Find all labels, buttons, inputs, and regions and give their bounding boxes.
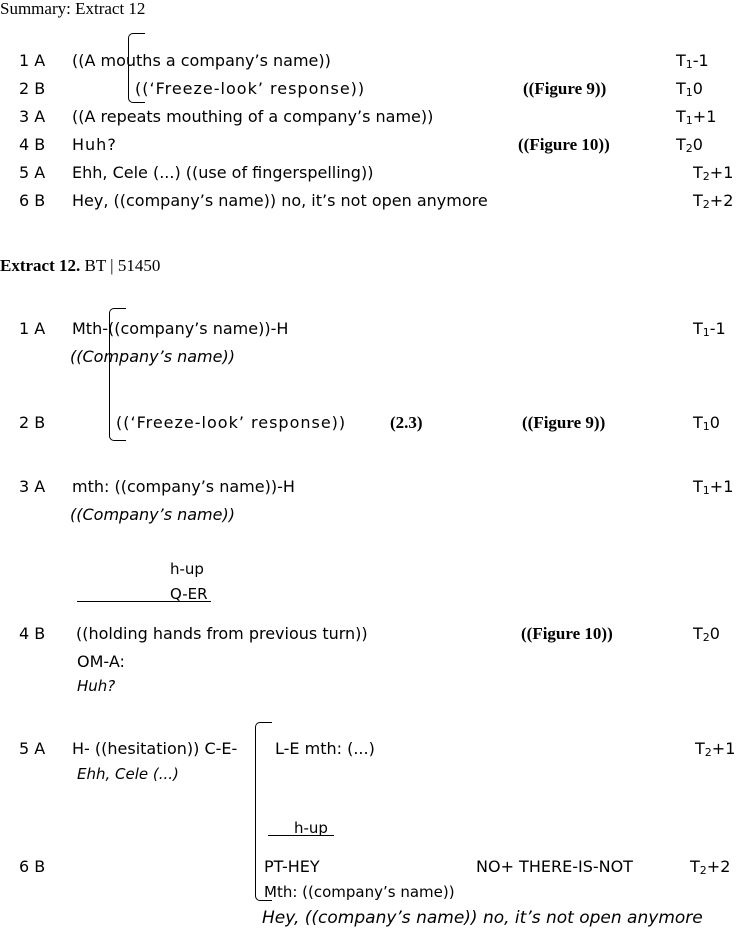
nonmanual-marker: h-up [294,819,328,837]
nonmanual-marker: h-up [170,560,204,578]
gloss-line: ((‘Freeze-look’ response)) [116,413,347,432]
turn-label: T10 [693,413,720,433]
translation-line: Huh? [77,677,116,695]
gloss-line: NO+ THERE-IS-NOT [476,857,633,876]
gloss-line: ((holding hands from previous turn)) [76,624,368,643]
figure-reference: ((Figure 9)) [522,413,606,432]
nonmanual-scope-line [77,601,211,602]
turn-label: T10 [676,79,703,99]
summary-line-text: ((‘Freeze-look’ response)) [135,79,366,98]
translation-line: Hey, ((company’s name)) no, it’s not open anymore [262,908,703,928]
turn-label: T2+2 [690,857,731,877]
extract-line-number: 4 B [19,624,46,643]
turn-label: T2+1 [693,163,734,183]
mouthing-line: Mth: ((company’s name)) [264,883,455,901]
translation-line: ((Company’s name)) [70,347,235,366]
extract-label: Extract 12. BT | 51450 [0,256,161,275]
turn-label: T1+1 [693,477,734,497]
gloss-line: PT-HEY [264,857,320,876]
summary-line-number: 2 B [19,79,46,98]
summary-line-text: ((A repeats mouthing of a company’s name)) [72,107,434,126]
extract-line-number: 6 B [19,857,46,876]
summary-line-text: Huh? [72,135,117,154]
figure-reference: ((Figure 10)) [521,624,613,643]
figure-reference: ((Figure 9)) [523,79,607,98]
pause-duration: (2.3) [390,413,423,432]
nonmanual-marker: Q-ER [170,585,208,603]
turn-label: T20 [693,624,720,644]
summary-line-number: 6 B [19,191,46,210]
turn-label: T2+1 [695,739,736,759]
turn-label: T1-1 [676,51,709,71]
summary-line-number: 1 A [19,51,46,70]
summary-line-text: ((A mouths a company’s name)) [72,51,331,70]
translation-line: Ehh, Cele (...) [77,765,179,783]
summary-line-text: Hey, ((company’s name)) no, it’s not open anymore [72,191,488,210]
gloss-line: H- ((hesitation)) C-E- [72,739,238,758]
gloss-line: Mth-((company’s name))-H [72,319,289,338]
gloss-line: mth: ((company’s name))-H [72,477,295,496]
extract-line-number: 5 A [19,739,46,758]
translation-line: ((Company’s name)) [70,505,235,524]
turn-label: T2+2 [693,191,734,211]
turn-label: T1+1 [676,107,717,127]
summary-line-number: 3 A [19,107,46,126]
extract-line-number: 3 A [19,477,46,496]
summary-title: Summary: Extract 12 [0,0,146,18]
turn-label: T1-1 [693,319,726,339]
summary-line-text: Ehh, Cele (...) ((use of fingerspelling)) [72,163,374,182]
gloss-line: L-E mth: (...) [275,739,375,758]
extract-line-number: 1 A [19,319,46,338]
summary-line-number: 4 B [19,135,46,154]
figure-reference: ((Figure 10)) [518,135,610,154]
turn-label: T20 [676,135,703,155]
mouthing-line: OM-A: [77,652,125,671]
extract-line-number: 2 B [19,413,46,432]
summary-line-number: 5 A [19,163,46,182]
